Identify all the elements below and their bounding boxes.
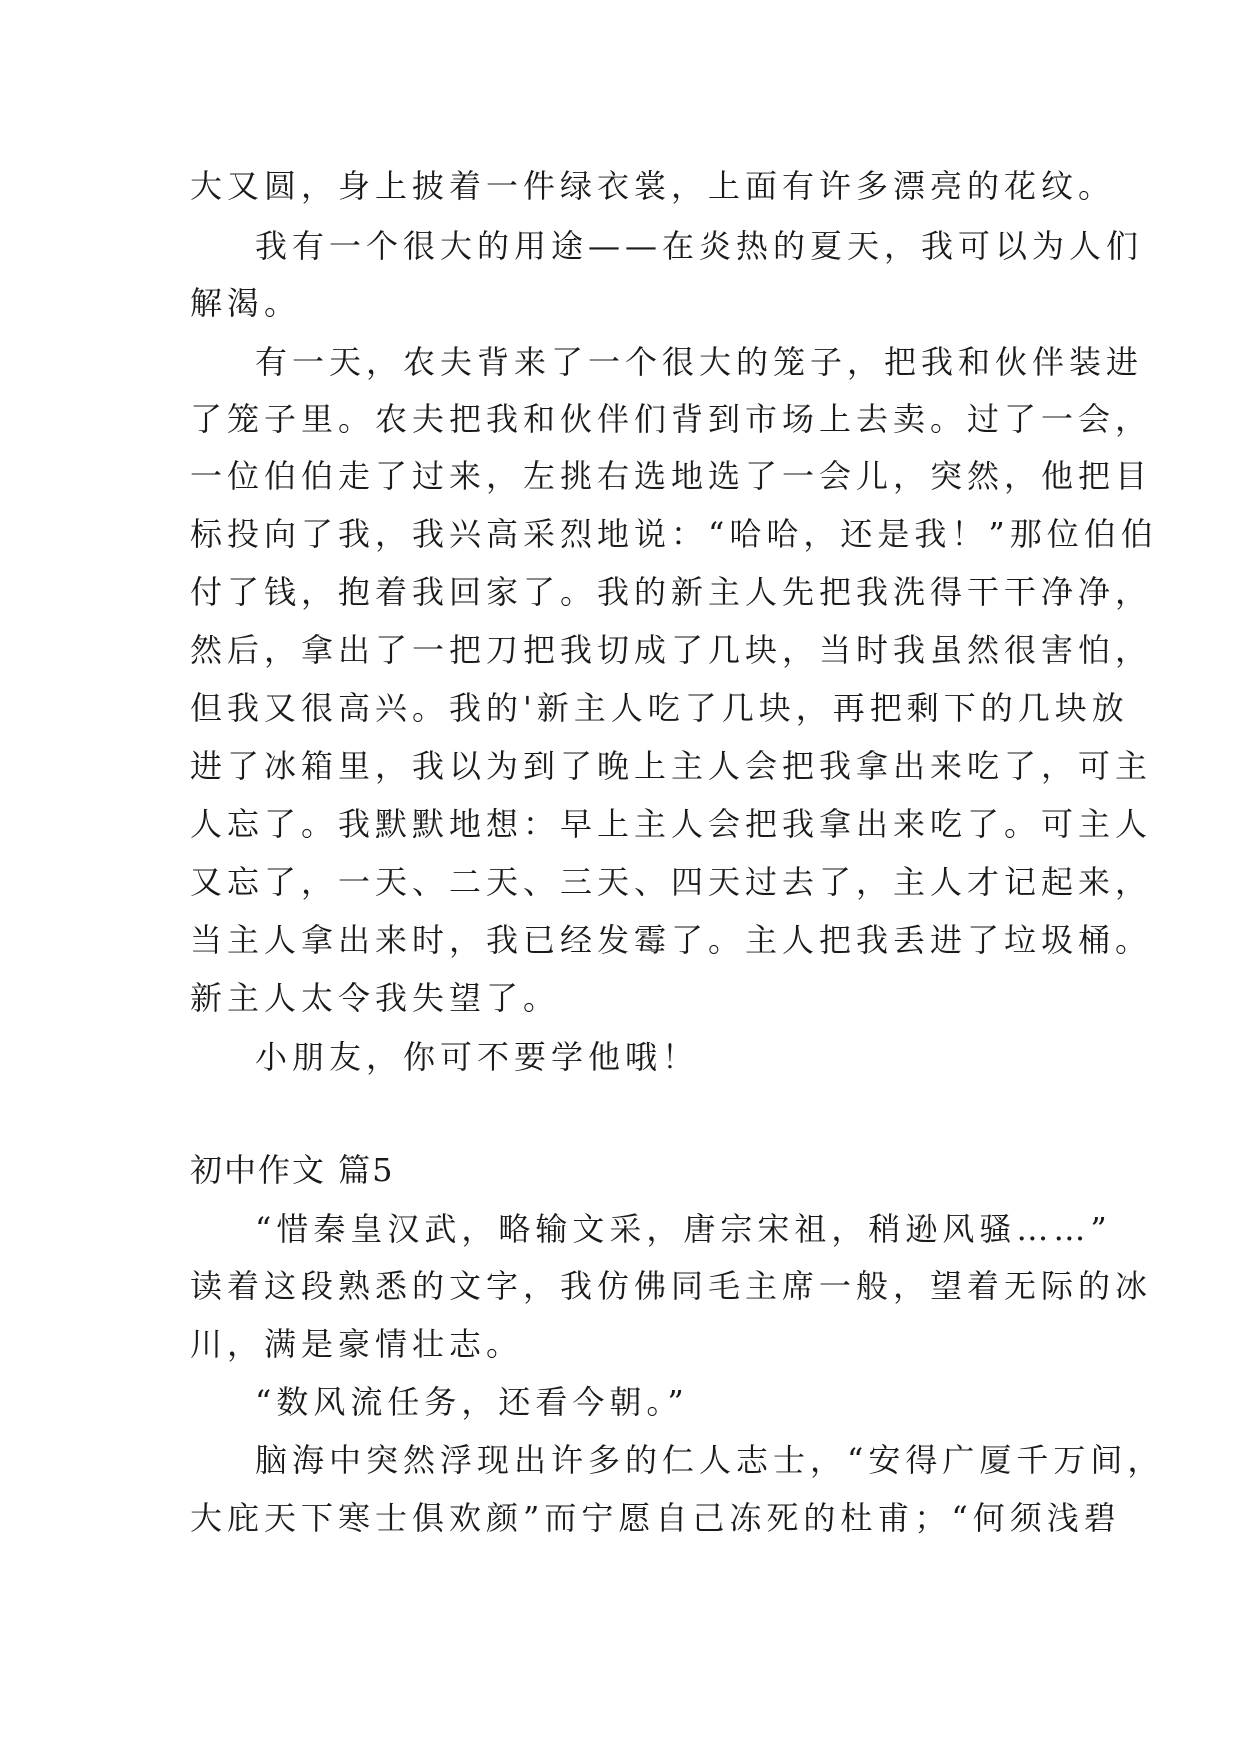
text-line: 大庇天下寒士俱欢颜”而宁愿自己冻死的杜甫；“何须浅碧 bbox=[190, 1499, 1121, 1537]
text-line: 然后，拿出了一把刀把我切成了几块，当时我虽然很害怕， bbox=[190, 631, 1153, 669]
text-line: 解渴。 bbox=[190, 284, 302, 322]
text-line: 标投向了我，我兴高采烈地说：“哈哈，还是我！”那位伯伯 bbox=[190, 515, 1158, 553]
text-line: 当主人拿出来时，我已经发霉了。主人把我丢进了垃圾桶。 bbox=[190, 921, 1153, 959]
text-line: 川，满是豪情壮志。 bbox=[190, 1325, 524, 1363]
text-line: 一位伯伯走了过来，左挑右选地选了一会儿，突然，他把目 bbox=[190, 457, 1153, 495]
text-line: 付了钱，抱着我回家了。我的新主人先把我洗得干干净净， bbox=[190, 573, 1153, 611]
text-line: 又忘了，一天、二天、三天、四天过去了，主人才记起来， bbox=[190, 863, 1153, 901]
text-line: 小朋友，你可不要学他哦！ bbox=[255, 1038, 700, 1076]
text-line: 人忘了。我默默地想：早上主人会把我拿出来吃了。可主人 bbox=[190, 805, 1153, 843]
text-line: 脑海中突然浮现出许多的仁人志士，“安得广厦千万间， bbox=[255, 1441, 1165, 1479]
text-line: 但我又很高兴。我的'新主人吃了几块，再把剩下的几块放 bbox=[190, 689, 1129, 727]
text-line: 进了冰箱里，我以为到了晚上主人会把我拿出来吃了，可主 bbox=[190, 747, 1153, 785]
text-line: 大又圆，身上披着一件绿衣裳，上面有许多漂亮的花纹。 bbox=[190, 167, 1116, 205]
text-line: 了笼子里。农夫把我和伙伴们背到市场上去卖。过了一会， bbox=[190, 400, 1153, 438]
text-line: 有一天，农夫背来了一个很大的笼子，把我和伙伴装进 bbox=[255, 343, 1144, 381]
text-line: 我有一个很大的用途——在炎热的夏天，我可以为人们 bbox=[255, 227, 1144, 265]
text-line: 读着这段熟悉的文字，我仿佛同毛主席一般，望着无际的冰 bbox=[190, 1267, 1153, 1305]
text-line: “惜秦皇汉武，略输文采，唐宗宋祖，稍逊风骚……” bbox=[255, 1210, 1112, 1248]
text-line: 新主人太令我失望了。 bbox=[190, 979, 561, 1017]
text-line: “数风流任务，还看今朝。” bbox=[255, 1383, 689, 1421]
section-heading: 初中作文 篇5 bbox=[190, 1151, 395, 1189]
